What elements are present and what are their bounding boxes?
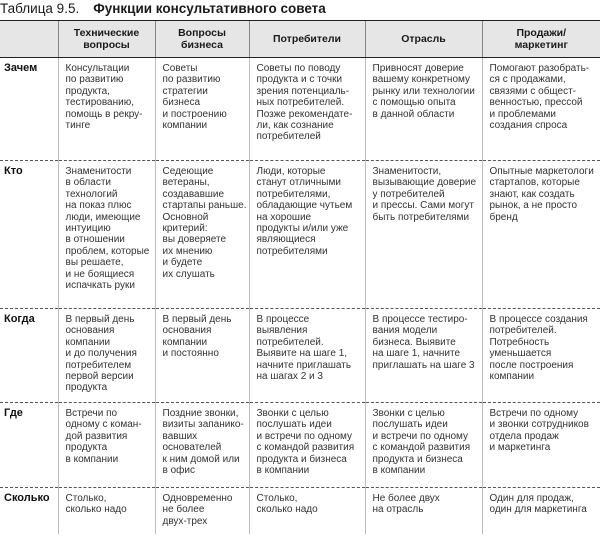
header-industry: Отрасль	[365, 21, 482, 58]
row-label: Сколько	[4, 492, 50, 504]
cell-text-line: зрения потенциаль-	[256, 85, 350, 97]
header-customers: Потребители	[249, 21, 365, 58]
cell-text-line: знают, как создать	[489, 188, 575, 200]
cell-text-line: начните приглашать	[256, 359, 352, 371]
cell-text-line: Опытные маркетологи	[489, 166, 594, 177]
cell-text-line: в компании	[256, 465, 310, 477]
cell-text-line: вызывающие доверие	[372, 177, 477, 189]
cell-text-line: дой развития	[65, 430, 128, 442]
cell-text-line: продукта	[65, 442, 108, 454]
cell-text-line: с помощью опыта	[372, 97, 456, 109]
cell-technical	[58, 161, 155, 309]
row-when	[0, 309, 600, 403]
cell-text-line: потребителями	[256, 245, 328, 257]
cell-text-line: тинге	[65, 120, 91, 132]
cell-text-line: рынок, а не просто	[489, 200, 578, 212]
cell-industry	[365, 488, 482, 535]
cell-text-line: уменьшается	[489, 348, 552, 360]
cell-text-line: первой версии	[65, 371, 134, 383]
cell-text-line: компании	[162, 336, 208, 348]
cell-text-line: в области	[65, 177, 111, 189]
cell-technical	[58, 58, 155, 161]
cell-text-line: продукта и с точки	[256, 74, 343, 86]
cell-text-line: Звонки с целью	[372, 408, 445, 419]
cell-text-line: и постоянно	[162, 348, 219, 360]
cell-text-line: и встречи по одному	[256, 430, 353, 442]
cell-text-line: компании	[489, 371, 535, 383]
cell-text-line: Советы	[162, 63, 198, 74]
table-number: Таблица 9.5.	[0, 1, 80, 16]
cell-text-line: Привносят доверие	[372, 63, 464, 74]
cell-text-line: проблем, которые	[65, 245, 150, 257]
cell-text-line: на отрасль	[372, 504, 424, 516]
cell-sales-marketing	[482, 58, 600, 161]
table-caption	[0, 0, 326, 22]
cell-text-line: В процессе	[256, 314, 310, 325]
row-where	[0, 403, 600, 488]
cell-sales-marketing	[482, 161, 600, 309]
cell-text-line: вы решаете,	[65, 257, 124, 269]
cell-text-line: вы доверяете	[162, 234, 227, 246]
cell-text-line: рынку или технологии	[372, 85, 475, 97]
advisory-board-table	[0, 20, 600, 534]
cell-technical	[58, 488, 155, 535]
cell-customers	[249, 309, 365, 403]
cell-text-line: создававшие	[162, 188, 225, 200]
cell-text-line: испачкать руки	[65, 280, 135, 292]
cell-text-line: сколько надо	[256, 504, 318, 516]
cell-text-line: их мнению	[162, 245, 213, 257]
cell-text-line: приглашать на шаге 3	[372, 359, 475, 371]
row-label: Где	[0, 403, 58, 488]
cell-text-line: вашему конкретному	[372, 74, 470, 86]
cell-text-line: интуицию	[65, 223, 111, 235]
cell-text-line: венностью, прессой	[489, 97, 583, 109]
cell-text-line: Знаменитости,	[372, 166, 442, 177]
cell-text-line: на шаге 1, начните	[372, 348, 461, 360]
cell-text-line: продукта и бизнеса	[256, 453, 347, 465]
cell-text-line: Столько,	[256, 493, 298, 504]
cell-text-line: Основной	[162, 211, 209, 223]
cell-business	[155, 161, 249, 309]
cell-customers	[249, 161, 365, 309]
cell-business	[155, 309, 249, 403]
cell-text-line: ветераны,	[162, 177, 210, 189]
cell-business	[155, 403, 249, 488]
cell-text-line: тестированию,	[65, 97, 134, 109]
cell-sales-marketing	[482, 309, 600, 403]
cell-text-line: после построения	[489, 359, 574, 371]
cell-text-line: Люди, которые	[256, 166, 326, 177]
cell-text-line: и до получения	[65, 348, 137, 360]
cell-text-line: в компании	[65, 453, 119, 465]
cell-text-line: являющиеся	[256, 234, 316, 246]
cell-text-line: бренд	[489, 211, 518, 223]
cell-text-line: отдела продаж	[489, 430, 559, 442]
header-row	[0, 21, 600, 58]
cell-text-line: Седеющие	[162, 166, 214, 177]
cell-text-line: В первый день	[162, 314, 232, 325]
cell-text-line: основателей	[162, 442, 222, 454]
row-label: Когда	[0, 309, 58, 403]
cell-text-line: В процессе тестиро-	[372, 314, 468, 325]
cell-text-line: Не более двух	[372, 493, 440, 504]
cell-technical	[58, 403, 155, 488]
cell-text-line: компании	[162, 120, 208, 132]
cell-sales-marketing	[482, 403, 600, 488]
cell-text-line: Звонки с целью	[256, 408, 329, 419]
cell-text-line: стратегии	[162, 85, 208, 97]
cell-text-line: не более	[162, 504, 205, 516]
cell-text-line: Один для продаж,	[489, 493, 574, 504]
header-business: Вопросы бизнеса	[155, 21, 249, 58]
cell-business	[155, 58, 249, 161]
cell-text-line: связями с общест-	[489, 85, 577, 97]
cell-text-line: Столько,	[65, 493, 107, 504]
cell-text-line: послушать идеи	[372, 419, 448, 431]
cell-text-line: и маркетинга	[489, 442, 551, 454]
cell-text-line: Выявите на шаге 1,	[256, 348, 348, 360]
cell-text-line: обладающие чутьем	[256, 200, 353, 212]
cell-text-line: выявления	[256, 325, 308, 337]
cell-text-line: продукта,	[65, 85, 110, 97]
cell-text-line: люди, имеющие	[65, 211, 141, 223]
cell-text-line: у потребителей	[372, 188, 445, 200]
row-how-many	[0, 488, 600, 535]
cell-text-line: и не боящиеся	[65, 268, 135, 280]
cell-text-line: к ним домой или	[162, 453, 240, 465]
cell-text-line: технологий	[65, 188, 118, 200]
cell-text-line: их слушать	[162, 268, 215, 280]
cell-text-line: и встречи по одному	[372, 430, 469, 442]
cell-text-line: сколько надо	[65, 504, 127, 516]
cell-text-line: и прессы. Сами могут	[372, 200, 474, 212]
cell-sales-marketing	[482, 488, 600, 535]
cell-text-line: визиты запанико-	[162, 419, 244, 431]
cell-text-line: продукты и/или уже	[256, 223, 349, 235]
cell-text-line: основания	[65, 325, 115, 337]
cell-text-line: на хорошие	[256, 211, 312, 223]
cell-text-line: потребителей.	[489, 325, 557, 337]
cell-text-line: В первый день	[65, 314, 135, 325]
table-title: Функции консультативного совета	[93, 1, 326, 16]
cell-text-line: с командой развития	[256, 442, 355, 454]
cell-text-line: в отношении	[65, 234, 125, 246]
cell-text-line: потребителями,	[256, 188, 331, 200]
row-label: Кто	[0, 161, 58, 309]
cell-text-line: вавших	[162, 430, 198, 442]
cell-industry	[365, 309, 482, 403]
row-who	[0, 161, 600, 309]
cell-text-line: и будете	[162, 257, 203, 269]
cell-text-line: основания	[162, 325, 212, 337]
cell-text-line: на показ плюс	[65, 200, 132, 212]
header-sales-marketing: Продажи/ маркетинг	[482, 21, 600, 58]
cell-customers	[249, 58, 365, 161]
cell-text-line: Помогают разобрать-	[489, 63, 590, 74]
cell-text-line: один для маркетинга	[489, 504, 587, 516]
cell-technical	[58, 309, 155, 403]
cell-text-line: Встречи по одному	[489, 408, 579, 419]
cell-text-line: одному с коман-	[65, 419, 142, 431]
cell-text-line: стартапов, которые	[489, 177, 580, 189]
cell-text-line: Советы по поводу	[256, 63, 341, 74]
cell-text-line: помощь в рекру-	[65, 108, 143, 120]
cell-text-line: Поздние звонки,	[162, 408, 239, 419]
cell-text-line: в офис	[162, 465, 195, 477]
cell-text-line: стартапы раньше.	[162, 200, 247, 212]
cell-text-line: бизнеса	[162, 97, 201, 109]
cell-text-line: с командой развития	[372, 442, 471, 454]
cell-text-line: быть потребителями	[372, 211, 470, 223]
cell-text-line: вания модели	[372, 325, 438, 337]
cell-business	[155, 488, 249, 535]
cell-text-line: бизнеса. Выявите	[372, 336, 456, 348]
cell-text-line: Встречи по	[65, 408, 118, 419]
cell-industry	[365, 58, 482, 161]
cell-text-line: критерий:	[162, 223, 208, 235]
cell-text-line: продукта	[65, 382, 108, 394]
cell-text-line: станут отличными	[256, 177, 341, 189]
cell-text-line: двух-трех	[162, 515, 208, 527]
cell-text-line: потребителей	[256, 131, 321, 143]
cell-text-line: Знаменитости	[65, 166, 132, 177]
cell-text-line: Консультации	[65, 63, 130, 74]
cell-customers	[249, 403, 365, 488]
cell-text-line: В процессе создания	[489, 314, 588, 325]
cell-text-line: и проблемами	[489, 108, 556, 120]
cell-text-line: потребителем	[65, 359, 132, 371]
cell-text-line: по развитию	[162, 74, 221, 86]
cell-text-line: и звонки сотрудников	[489, 419, 589, 431]
cell-text-line: продукта и бизнеса	[372, 453, 463, 465]
cell-industry	[365, 161, 482, 309]
header-technical: Технические вопросы	[58, 21, 155, 58]
cell-text-line: в данной области	[372, 108, 455, 120]
cell-text-line: и построению	[162, 108, 227, 120]
cell-text-line: компании	[65, 336, 111, 348]
cell-customers	[249, 488, 365, 535]
cell-text-line: ли, как сознание	[256, 120, 334, 132]
cell-text-line: в компании	[372, 465, 426, 477]
cell-text-line: ся с продажами,	[489, 74, 566, 86]
cell-text-line: потребителей.	[256, 336, 324, 348]
cell-text-line: Одновременно	[162, 493, 233, 504]
row-why	[0, 58, 600, 161]
cell-text-line: Позже рекомендате-	[256, 108, 353, 120]
cell-text-line: ных потребителей.	[256, 97, 345, 109]
cell-text-line: создания спроса	[489, 120, 568, 132]
cell-text-line: Потребность	[489, 336, 550, 348]
header-corner	[0, 21, 58, 58]
cell-text-line: на шагах 2 и 3	[256, 371, 323, 383]
cell-text-line: послушать идеи	[256, 419, 332, 431]
row-label: Зачем	[0, 58, 58, 161]
cell-industry	[365, 403, 482, 488]
cell-text-line: по развитию	[65, 74, 124, 86]
